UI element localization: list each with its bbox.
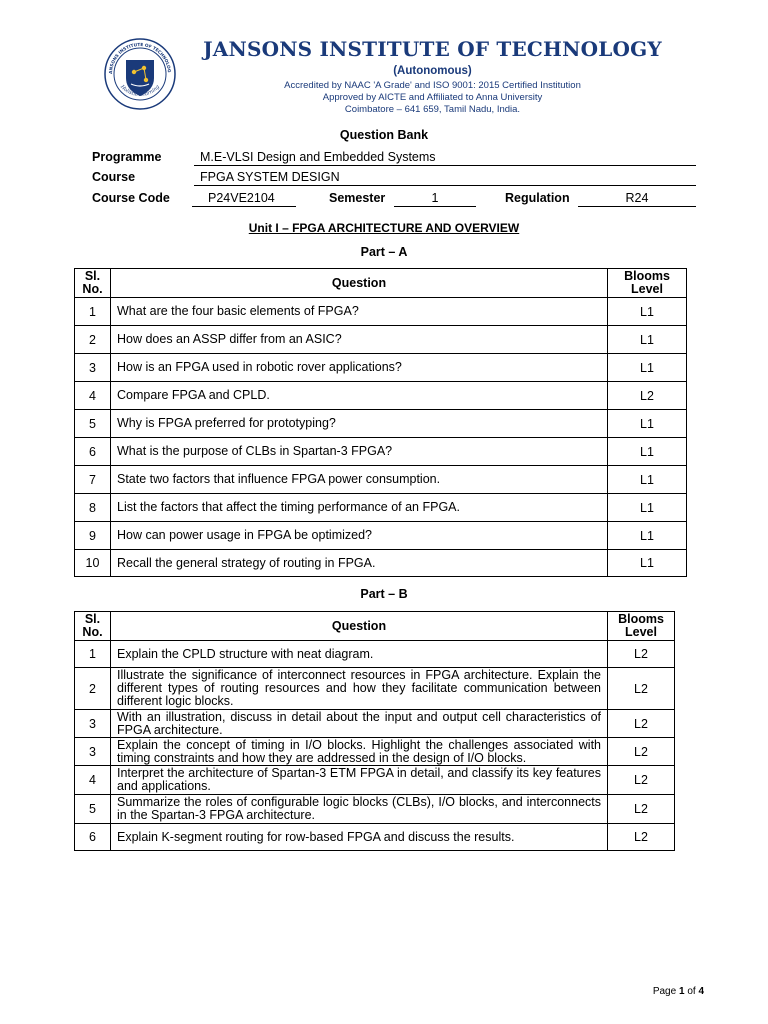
question-header: Question bbox=[111, 269, 608, 298]
course-label: Course bbox=[92, 170, 136, 184]
table-row bbox=[75, 795, 675, 824]
question-cell: Explain the concept of timing in I/O blocks. Highlight the challenges associated with timing constraints and how they are addressed in the design of I/O blocks. bbox=[111, 738, 608, 766]
question-cell: Summarize the roles of configurable logic blocks (CLBs), I/O blocks, and interconnects in the Spartan-3 FPGA architecture. bbox=[111, 795, 608, 824]
question-cell: What are the four basic elements of FPGA? bbox=[111, 298, 608, 326]
programme-value: M.E-VLSI Design and Embedded Systems bbox=[194, 149, 696, 166]
semester-value: 1 bbox=[394, 190, 476, 207]
page-current: 1 bbox=[678, 986, 685, 997]
unit-title: Unit I – FPGA ARCHITECTURE AND OVERVIEW bbox=[248, 221, 520, 235]
question-cell: Illustrate the significance of interconnect resources in FPGA architecture. Explain the different types of routing resources and how they facilitate communication between different logic blocks. bbox=[111, 668, 608, 710]
table-row bbox=[75, 410, 687, 438]
course-code-value: P24VE2104 bbox=[192, 190, 296, 207]
blooms-level-cell: L2 bbox=[608, 382, 687, 410]
sl-no-cell: 5 bbox=[75, 795, 111, 824]
question-cell: Compare FPGA and CPLD. bbox=[111, 382, 608, 410]
institute-logo bbox=[104, 38, 176, 110]
table-row bbox=[75, 522, 687, 550]
question-cell: How can power usage in FPGA be optimized? bbox=[111, 522, 608, 550]
page-footer bbox=[653, 986, 704, 997]
sl-no-cell: 3 bbox=[75, 738, 111, 766]
question-cell: What is the purpose of CLBs in Spartan-3 FPGA? bbox=[111, 438, 608, 466]
of-word: of bbox=[687, 986, 696, 997]
regulation-value: R24 bbox=[578, 190, 696, 207]
blooms-level-header: Blooms Level bbox=[608, 612, 675, 641]
blooms-level-cell: L1 bbox=[608, 298, 687, 326]
approval-line: Approved by AICTE and Affiliated to Anna University bbox=[322, 92, 543, 103]
sl-no-cell: 8 bbox=[75, 494, 111, 522]
question-header: Question bbox=[111, 612, 608, 641]
sl-no-cell: 6 bbox=[75, 824, 111, 851]
question-cell: List the factors that affect the timing performance of an FPGA. bbox=[111, 494, 608, 522]
table-row bbox=[75, 382, 687, 410]
sl-no-cell: 5 bbox=[75, 410, 111, 438]
blooms-level-cell: L1 bbox=[608, 326, 687, 354]
question-cell: Why is FPGA preferred for prototyping? bbox=[111, 410, 608, 438]
course-value: FPGA SYSTEM DESIGN bbox=[194, 169, 696, 186]
blooms-level-cell: L1 bbox=[608, 550, 687, 577]
table-row bbox=[75, 298, 687, 326]
blooms-level-cell: L2 bbox=[608, 710, 675, 738]
blooms-level-cell: L1 bbox=[608, 354, 687, 382]
blooms-level-cell: L1 bbox=[608, 466, 687, 494]
question-cell: Interpret the architecture of Spartan-3 ETM FPGA in detail, and classify its key features and applications. bbox=[111, 766, 608, 795]
regulation-label: Regulation bbox=[505, 191, 570, 205]
blooms-level-cell: L1 bbox=[608, 522, 687, 550]
course-code-label: Course Code bbox=[92, 191, 170, 205]
question-cell: How is an FPGA used in robotic rover applications? bbox=[111, 354, 608, 382]
blooms-level-header: Blooms Level bbox=[608, 269, 687, 298]
sl-no-header: Sl. No. bbox=[75, 612, 111, 641]
question-cell: Explain the CPLD structure with neat diagram. bbox=[111, 641, 608, 668]
table-row bbox=[75, 438, 687, 466]
sl-no-cell: 7 bbox=[75, 466, 111, 494]
table-row bbox=[75, 550, 687, 577]
page-total: 4 bbox=[698, 986, 704, 997]
page-word: Page bbox=[652, 986, 677, 997]
blooms-level-cell: L2 bbox=[608, 824, 675, 851]
sl-no-cell: 1 bbox=[75, 298, 111, 326]
sl-no-cell: 3 bbox=[75, 354, 111, 382]
part-b-title: Part – B bbox=[360, 587, 408, 601]
table-row bbox=[75, 668, 675, 710]
question-cell: With an illustration, discuss in detail about the input and output cell characteristics of FPGA architecture. bbox=[111, 710, 608, 738]
blooms-level-cell: L2 bbox=[608, 641, 675, 668]
table-row bbox=[75, 641, 675, 668]
blooms-level-cell: L2 bbox=[608, 738, 675, 766]
blooms-level-cell: L2 bbox=[608, 766, 675, 795]
sl-no-cell: 4 bbox=[75, 766, 111, 795]
table-row bbox=[75, 824, 675, 851]
table-row bbox=[75, 766, 675, 795]
sl-no-cell: 4 bbox=[75, 382, 111, 410]
table-row bbox=[75, 354, 687, 382]
institution-name: JANSONS INSTITUTE OF TECHNOLOGY bbox=[203, 37, 662, 61]
table-header-row bbox=[75, 269, 687, 298]
accreditation-line: Accredited by NAAC 'A Grade' and ISO 9001: 2015 Certified Institution bbox=[284, 80, 581, 91]
question-cell: Recall the general strategy of routing in FPGA. bbox=[111, 550, 608, 577]
part-a-title: Part – A bbox=[360, 245, 408, 259]
logo-ring-text-bottom: Holistic Learning bbox=[119, 84, 161, 99]
sl-no-cell: 6 bbox=[75, 438, 111, 466]
blooms-level-cell: L1 bbox=[608, 438, 687, 466]
semester-label: Semester bbox=[329, 191, 386, 205]
sl-no-cell: 3 bbox=[75, 710, 111, 738]
autonomous-label: (Autonomous) bbox=[393, 65, 472, 77]
table-row bbox=[75, 326, 687, 354]
address-line: Coimbatore – 641 659, Tamil Nadu, India. bbox=[344, 104, 521, 115]
sl-no-cell: 2 bbox=[75, 668, 111, 710]
blooms-level-cell: L1 bbox=[608, 410, 687, 438]
table-row bbox=[75, 710, 675, 738]
document-title: Question Bank bbox=[339, 128, 429, 142]
sl-no-cell: 1 bbox=[75, 641, 111, 668]
table-row bbox=[75, 494, 687, 522]
question-cell: State two factors that influence FPGA power consumption. bbox=[111, 466, 608, 494]
logo-ring-text-top: ANSONS INSTITUTE OF TECHNOLOG bbox=[108, 42, 171, 75]
part-a-table bbox=[74, 268, 687, 577]
blooms-level-cell: L1 bbox=[608, 494, 687, 522]
table-row bbox=[75, 466, 687, 494]
sl-no-cell: 10 bbox=[75, 550, 111, 577]
sl-no-cell: 9 bbox=[75, 522, 111, 550]
part-b-table bbox=[74, 611, 675, 851]
question-cell: How does an ASSP differ from an ASIC? bbox=[111, 326, 608, 354]
programme-label: Programme bbox=[92, 150, 162, 164]
blooms-level-cell: L2 bbox=[608, 795, 675, 824]
table-row bbox=[75, 738, 675, 766]
table-header-row bbox=[75, 612, 675, 641]
sl-no-cell: 2 bbox=[75, 326, 111, 354]
blooms-level-cell: L2 bbox=[608, 668, 675, 710]
question-cell: Explain K-segment routing for row-based FPGA and discuss the results. bbox=[111, 824, 608, 851]
letterhead bbox=[0, 0, 768, 120]
sl-no-header: Sl. No. bbox=[75, 269, 111, 298]
